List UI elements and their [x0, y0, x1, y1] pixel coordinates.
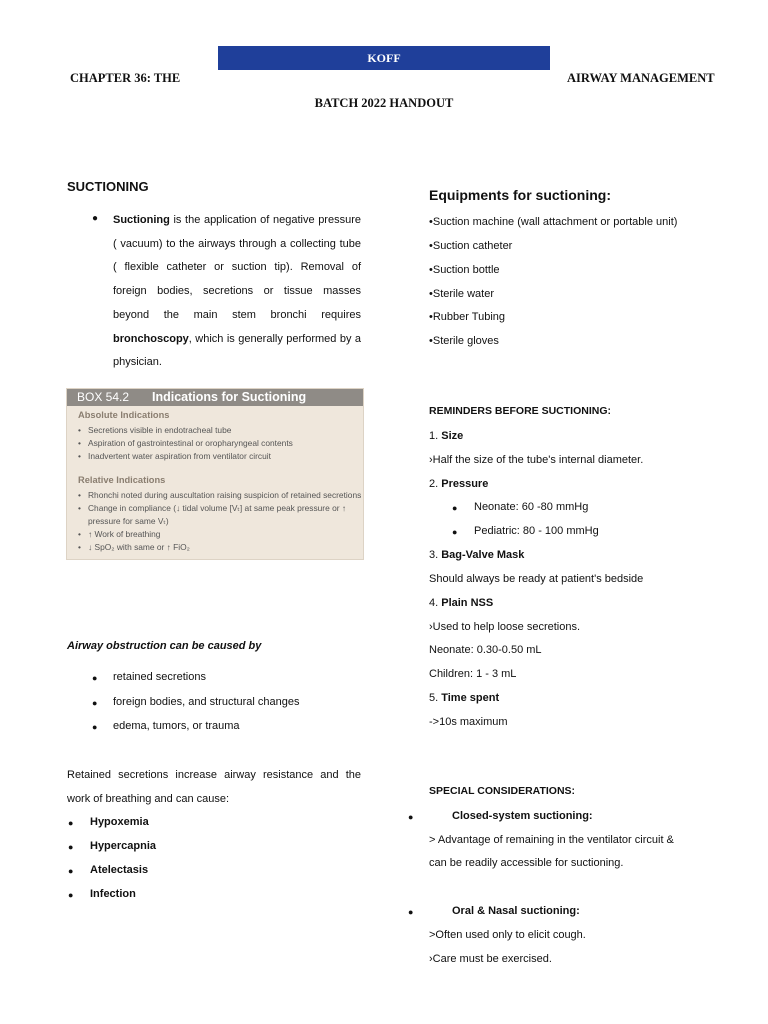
equipment-item: •Suction catheter	[429, 240, 513, 252]
retained-secretions-paragraph: Retained secretions increase airway resistance and the work of breathing and can cause:	[67, 769, 361, 805]
reminders-heading: REMINDERS BEFORE SUCTIONING:	[429, 405, 612, 417]
equipment-item: •Suction bottle	[429, 264, 500, 276]
bullet-icon: ●	[68, 890, 74, 900]
bullet-icon: ●	[92, 673, 98, 683]
reminder-size: 1. Size	[429, 430, 464, 442]
equipment-heading: Equipments for suctioning:	[429, 187, 611, 203]
equipment-item: •Sterile water	[429, 288, 494, 300]
bullet-icon: ●	[68, 842, 74, 852]
chapter-heading-left: CHAPTER 36: THE	[70, 71, 181, 85]
reminder-pressure: 2. Pressure	[429, 478, 489, 490]
bullet-icon: ●	[92, 722, 98, 732]
oral-nasal-text: ›Care must be exercised.	[429, 953, 552, 965]
nss-neonate: Neonate: 0.30-0.50 mL	[429, 644, 542, 656]
obstruction-cause: foreign bodies, and structural changes	[113, 696, 300, 708]
box-title: Indications for Suctioning	[152, 390, 307, 404]
chapter-heading-right: AIRWAY MANAGEMENT	[567, 71, 715, 85]
reminder-plain-nss: 4. Plain NSS	[429, 597, 494, 609]
suctioning-heading: SUCTIONING	[67, 179, 149, 194]
equipment-item: •Sterile gloves	[429, 335, 499, 347]
obstruction-cause: retained secretions	[113, 671, 206, 683]
airway-obstruction-heading: Airway obstruction can be caused by	[67, 640, 262, 652]
box-list-item: • Secretions visible in endotracheal tube	[78, 425, 232, 435]
equipment-item: •Rubber Tubing	[429, 311, 506, 323]
equipment-item: •Suction machine (wall attachment or portable unit)	[429, 216, 678, 228]
bullet-icon: ●	[408, 812, 414, 822]
reminder-time-spent: 5. Time spent	[429, 692, 500, 704]
bullet-icon: ●	[92, 698, 98, 708]
batch-heading: BATCH 2022 HANDOUT	[314, 96, 454, 110]
oral-nasal-text: >Often used only to elicit cough.	[429, 929, 586, 941]
effect-item: Hypoxemia	[90, 816, 149, 828]
effect-item: Infection	[90, 888, 136, 900]
relative-indications-label: Relative Indications	[78, 475, 166, 485]
bullet-icon: ●	[452, 527, 458, 537]
closed-system-text: > Advantage of remaining in the ventilator circuit &	[429, 834, 674, 846]
bullet-icon: ●	[68, 866, 74, 876]
reminder-bag-valve-mask: 3. Bag-Valve Mask	[429, 549, 525, 561]
term-suctioning: Suctioning	[113, 214, 170, 226]
bullet-icon: ●	[68, 818, 74, 828]
box-list-item-continued: pressure for same Vₜ)	[88, 516, 169, 526]
effect-item: Hypercapnia	[90, 840, 157, 852]
box-list-item: • ↑ Work of breathing	[78, 529, 161, 539]
box-header	[67, 389, 363, 406]
reminder-text: ›Half the size of the tube's internal diameter.	[429, 454, 644, 466]
oral-nasal-heading: Oral & Nasal suctioning:	[452, 905, 580, 917]
pressure-pediatric: Pediatric: 80 - 100 mmHg	[474, 525, 599, 537]
term-bronchoscopy: bronchoscopy	[113, 332, 189, 345]
reminder-text: Should always be ready at patient's bedside	[429, 573, 644, 585]
box-list-item: • Inadvertent water aspiration from ventilator circuit	[78, 451, 271, 461]
closed-system-heading: Closed-system suctioning:	[452, 810, 593, 822]
box-list-item: • Change in compliance (↓ tidal volume [Vₜ] at same peak pressure or ↑	[78, 503, 347, 513]
box-list-item: • Rhonchi noted during auscultation raising suspicion of retained secretions	[78, 490, 362, 500]
nss-children: Children: 1 - 3 mL	[429, 668, 517, 680]
bullet-icon: ●	[452, 503, 458, 513]
bullet-icon: ●	[92, 213, 99, 224]
pressure-neonate: Neonate: 60 -80 mmHg	[474, 501, 589, 513]
reminder-text: ->10s maximum	[429, 716, 508, 728]
closed-system-text: can be readily accessible for suctioning.	[429, 857, 624, 869]
obstruction-cause: edema, tumors, or trauma	[113, 720, 240, 732]
absolute-indications-label: Absolute Indications	[78, 410, 170, 420]
bullet-icon: ●	[408, 907, 414, 917]
title-banner: KOFF	[218, 46, 550, 70]
definition-text-2: , which is generally performed by a physician.	[113, 332, 361, 369]
box-number: BOX 54.2	[77, 390, 130, 404]
special-considerations-heading: SPECIAL CONSIDERATIONS:	[429, 785, 576, 797]
box-list-item: • ↓ SpO₂ with same or ↑ FiO₂	[78, 542, 190, 552]
effect-item: Atelectasis	[90, 864, 149, 876]
box-list-item: • Aspiration of gastrointestinal or oropharyngeal contents	[78, 438, 293, 448]
definition-text-1: is the application of negative pressure ( vacuum) to the airways through a collecting tube ( flexible catheter or suction tip). Removal of foreign bodies, secretions or tissue masses beyond the main stem bronchi requires	[113, 214, 361, 321]
indications-box	[66, 388, 364, 560]
reminder-text: ›Used to help loose secretions.	[429, 621, 581, 633]
suctioning-definition	[113, 209, 361, 375]
